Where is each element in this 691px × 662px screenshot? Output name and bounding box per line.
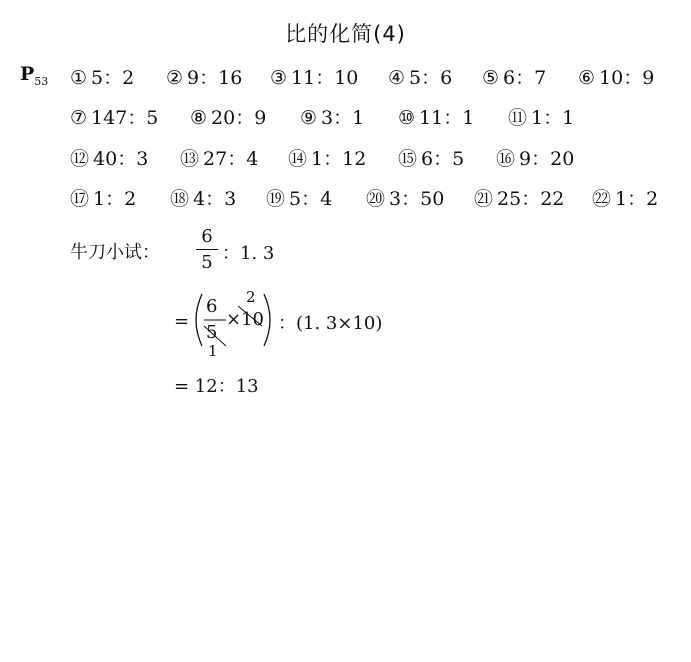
right-paren [264,294,270,346]
answer-number: ⑯ [496,148,516,170]
answer-number: ② [166,67,184,89]
page-number-label [20,63,48,88]
answer-value: 1：12 [311,148,367,170]
answer-value: 4：3 [193,188,237,210]
answer-value: 11：10 [291,67,359,89]
answer-item [70,63,134,90]
answer-number: ⑳ [366,188,386,210]
left-paren [196,294,202,346]
answer-item [166,63,242,90]
answer-number: ⑦ [70,107,88,129]
answer-number: ⑥ [578,67,596,89]
trial-line2-rest: ：(1. 3×10) [278,313,383,334]
answer-number: ⑰ [70,188,90,210]
answer-item [366,184,444,211]
answer-item [388,63,452,90]
answer-value: 5：4 [289,188,333,210]
answer-value: 9：16 [187,67,243,89]
answer-item [70,103,158,130]
answer-value: 40：3 [93,148,149,170]
cancel-result-bottom: 1 [208,342,218,360]
answer-number: ㉒ [592,188,612,210]
page-label-sub: 53 [34,74,49,88]
answer-number: ⑨ [300,107,318,129]
answer-value: 6：7 [503,67,547,89]
answer-number: ③ [270,67,288,89]
answer-item [266,184,332,211]
equals-sign: = [174,311,190,332]
fraction-numerator: 6 [206,296,218,317]
answer-value: 1：2 [93,188,137,210]
answer-number: ④ [388,67,406,89]
trial-fraction [196,226,218,273]
answer-number: ⑩ [398,107,416,129]
trial-line1-rest: ：1. 3 [222,243,275,264]
cancel-result-top: 2 [246,288,256,306]
answer-value: 9：20 [519,148,575,170]
answer-item [508,103,574,130]
answer-value: 10：9 [599,67,655,89]
answer-item [180,144,258,171]
answer-value: 20：9 [211,107,267,129]
fraction-denominator: 5 [206,322,218,343]
answer-item [288,144,366,171]
answer-number: ⑤ [482,67,500,89]
answer-number: ㉑ [474,188,494,210]
answer-value: 1：2 [615,188,659,210]
fraction-bar [196,249,218,250]
answer-value: 6：5 [421,148,465,170]
answer-value: 27：4 [203,148,259,170]
answer-item [70,144,148,171]
answer-item [474,184,564,211]
answer-number: ⑮ [398,148,418,170]
answer-item [170,184,236,211]
answer-value: 3：1 [321,107,365,129]
answer-item [482,63,546,90]
answer-number: ⑬ [180,148,200,170]
trial-label: 牛刀小试： [70,242,160,263]
answer-number: ⑲ [266,188,286,210]
answer-item [496,144,574,171]
fraction-numerator: 6 [201,226,213,247]
answer-value: 5：2 [91,67,135,89]
answer-item [70,184,136,211]
answer-item [592,184,658,211]
trial-result: = 12：13 [174,376,259,397]
answer-number: ⑪ [508,107,528,129]
answer-item [578,63,654,90]
answer-value: 147：5 [91,107,159,129]
answer-number: ① [70,67,88,89]
answer-number: ⑱ [170,188,190,210]
times-ten: ×10 [226,309,264,330]
answer-number: ⑧ [190,107,208,129]
answer-number: ⑭ [288,148,308,170]
answer-item [190,103,266,130]
fraction-denominator: 5 [201,252,213,273]
answer-value: 3：50 [389,188,445,210]
answer-item [398,103,474,130]
answer-value: 25：22 [497,188,565,210]
answer-number: ⑫ [70,148,90,170]
answer-item [270,63,358,90]
answer-value: 11：1 [419,107,475,129]
page-title: 比的化简(4) [285,22,406,46]
answer-item [300,103,364,130]
answer-value: 5：6 [409,67,453,89]
answer-item [398,144,464,171]
answer-value: 1：1 [531,107,575,129]
page-label-main: P [20,63,35,85]
